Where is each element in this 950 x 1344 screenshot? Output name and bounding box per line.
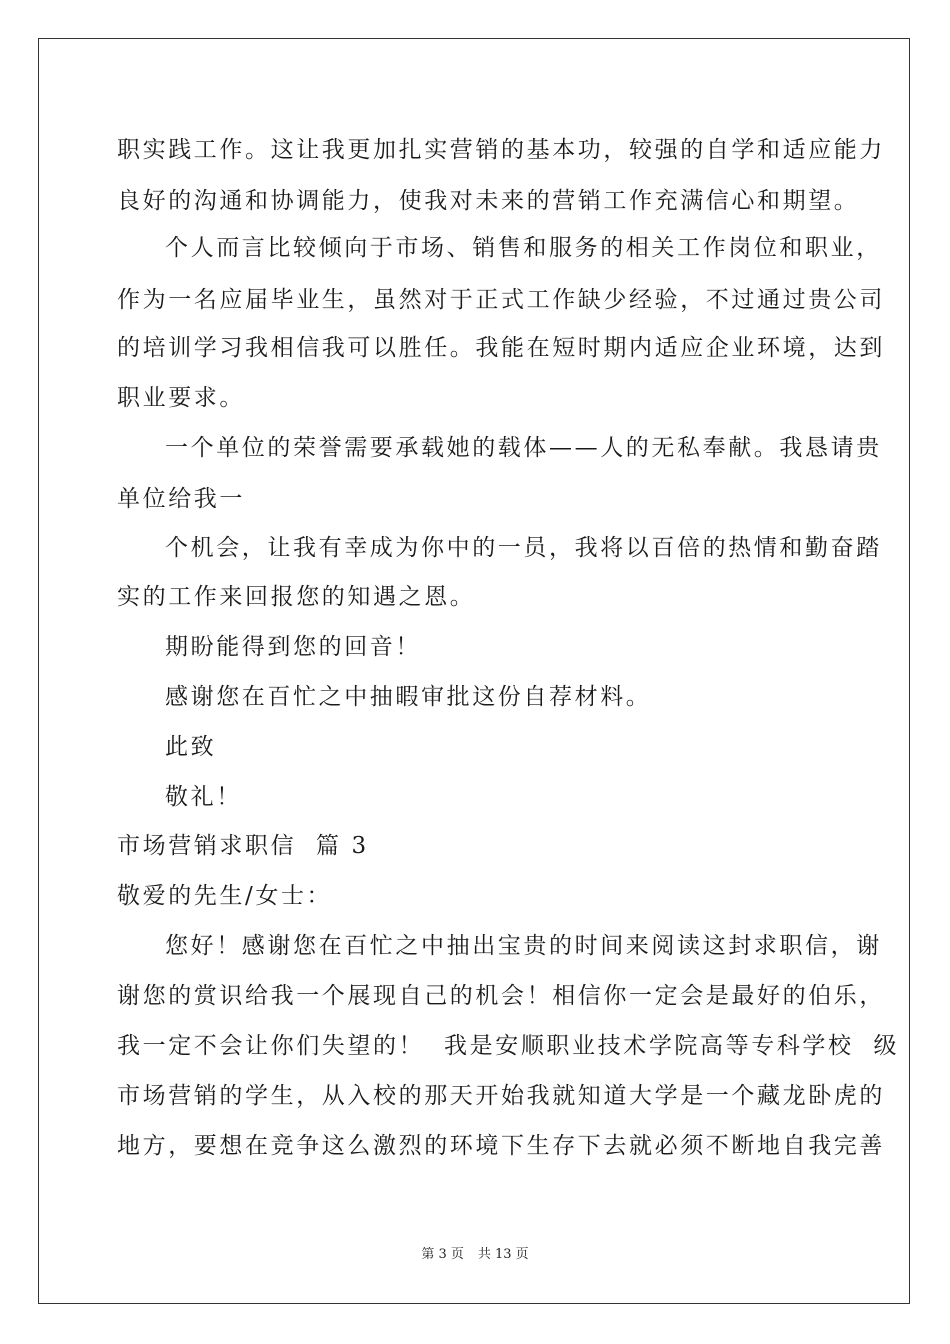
text-line: 期盼能得到您的回音！ bbox=[165, 634, 421, 660]
text-line: 感谢您在百忙之中抽暇审批这份自荐材料。 bbox=[165, 684, 652, 710]
page-footer bbox=[0, 1246, 950, 1264]
text-line: 单位给我一 bbox=[117, 486, 245, 512]
page-number: 第 3 页 bbox=[421, 1247, 464, 1262]
text-line: 地方，要想在竞争这么激烈的环境下生存下去就必须不断地自我完善 bbox=[117, 1133, 885, 1159]
text-line: 的培训学习我相信我可以胜任。我能在短时期内适应企业环境，达到 bbox=[117, 335, 885, 361]
text-line: 良好的沟通和协调能力，使我对未来的营销工作充满信心和期望。 bbox=[117, 188, 860, 214]
text-line: 您好！感谢您在百忙之中抽出宝贵的时间来阅读这封求职信，谢 bbox=[165, 933, 882, 959]
text-line: 一个单位的荣誉需要承载她的载体——人的无私奉献。我恳请贵 bbox=[165, 435, 882, 461]
text-line: 职实践工作。这让我更加扎实营销的基本功，较强的自学和适应能力 bbox=[117, 137, 885, 163]
text-line: 谢您的赏识给我一个展现自己的机会！相信你一定会是最好的伯乐， bbox=[117, 983, 885, 1009]
page-border bbox=[38, 38, 910, 1304]
text-line: 我一定不会让你们失望的！ 我是安顺职业技术学院高等专科学校 级 bbox=[117, 1033, 900, 1059]
text-line: 市场营销的学生，从入校的那天开始我就知道大学是一个藏龙卧虎的 bbox=[117, 1083, 885, 1109]
total-pages: 共 13 页 bbox=[477, 1247, 529, 1262]
text-line: 作为一名应届毕业生，虽然对于正式工作缺少经验，不过通过贵公司 bbox=[117, 287, 885, 313]
text-line: 职业要求。 bbox=[117, 385, 245, 411]
text-line: 个人而言比较倾向于市场、销售和服务的相关工作岗位和职业， bbox=[165, 235, 882, 261]
section-heading: 市场营销求职信 篇 3 bbox=[117, 833, 369, 859]
text-line: 实的工作来回报您的知遇之恩。 bbox=[117, 584, 476, 610]
text-line: 个机会，让我有幸成为你中的一员，我将以百倍的热情和勤奋踏 bbox=[165, 535, 882, 561]
text-line: 敬礼！ bbox=[165, 784, 242, 810]
salutation: 敬爱的先生/女士： bbox=[117, 883, 333, 909]
text-line: 此致 bbox=[165, 734, 217, 760]
